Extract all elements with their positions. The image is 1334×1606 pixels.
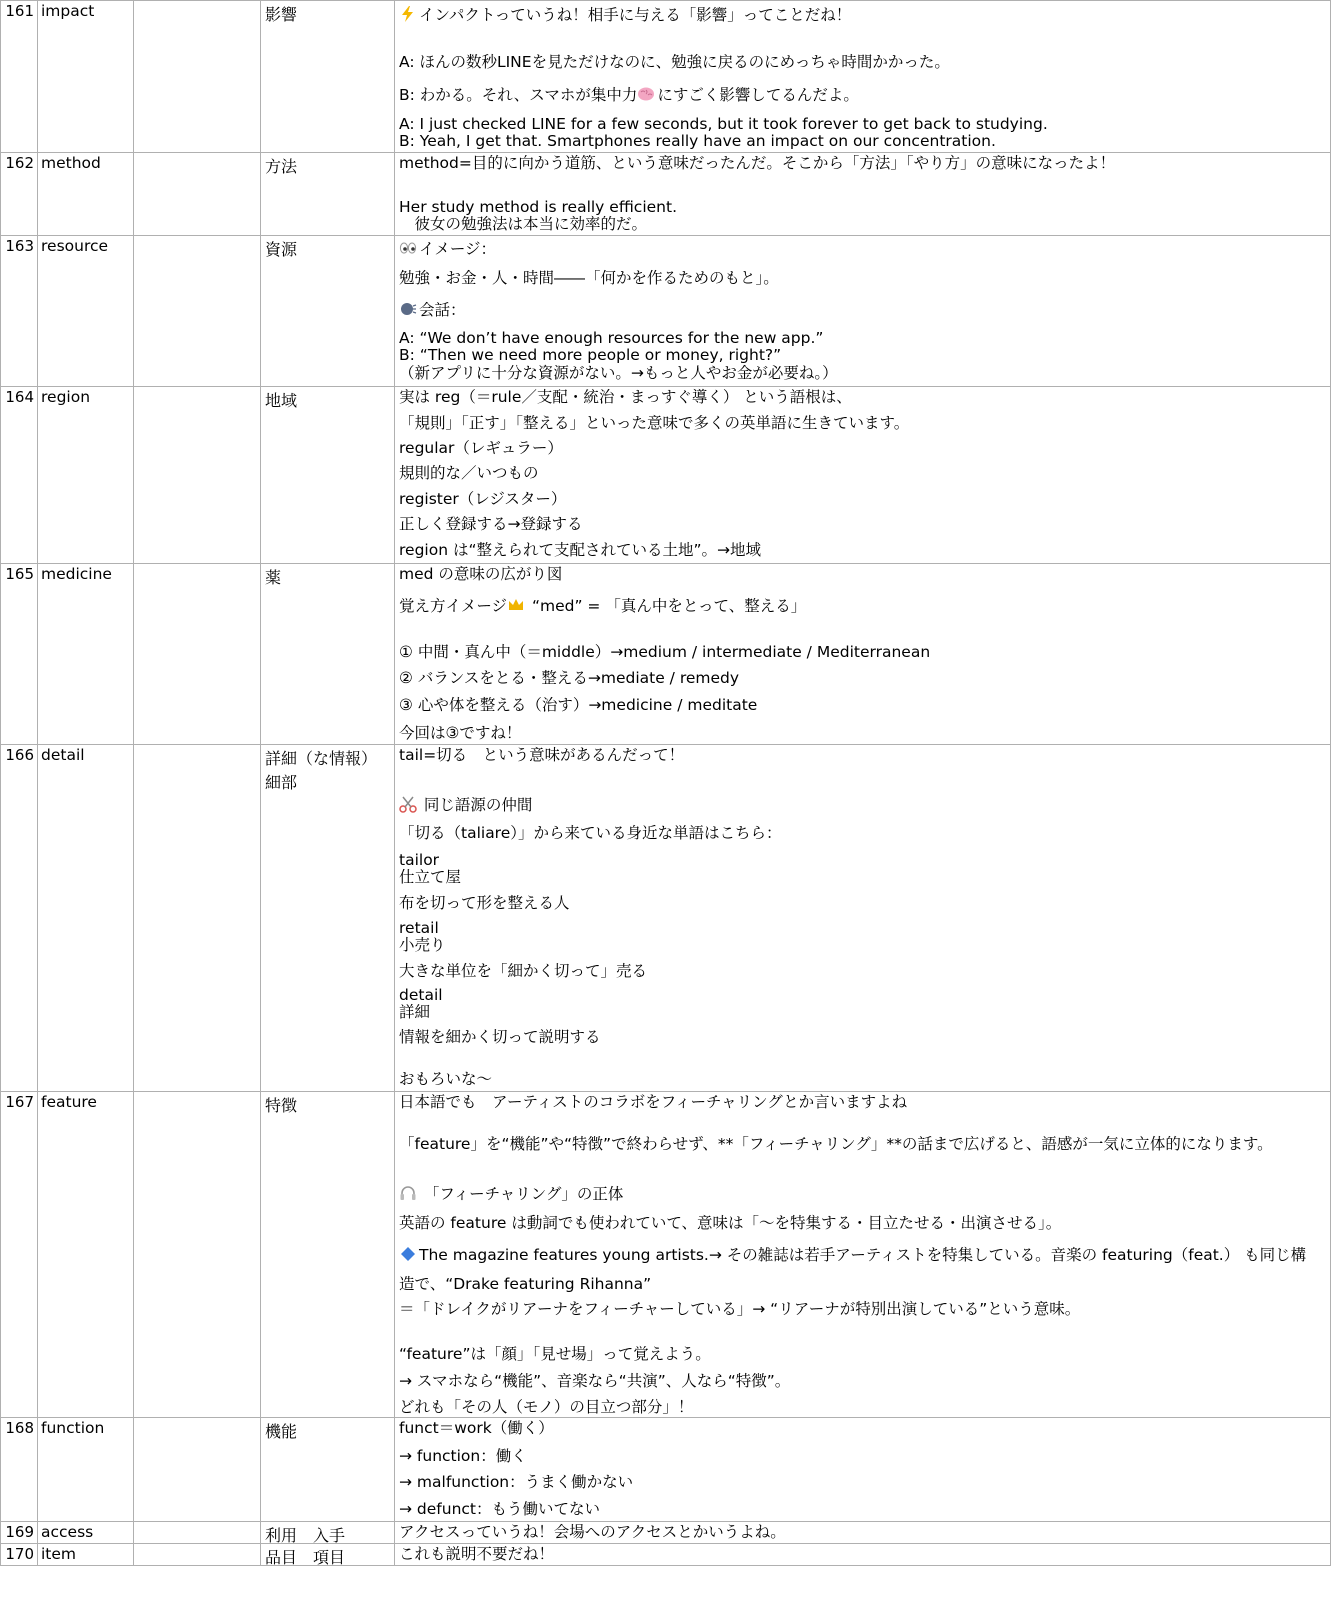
row-number: 162	[0, 153, 38, 235]
english-word: method	[38, 153, 134, 235]
notes-cell	[395, 1092, 1331, 1417]
japanese-meaning	[261, 745, 395, 1091]
empty-cell	[134, 1092, 261, 1417]
note-line: 規則的な／いつもの	[399, 464, 539, 482]
note-line: 情報を細かく切って説明する	[399, 1028, 601, 1046]
eyes-icon	[399, 239, 417, 257]
notes-cell	[395, 1, 1331, 152]
english-word: item	[38, 1544, 134, 1565]
table-row	[0, 564, 1331, 745]
table-row	[0, 387, 1331, 564]
notes-cell	[395, 564, 1331, 744]
notes-cell	[395, 153, 1331, 235]
english-word: impact	[38, 1, 134, 152]
table-row	[0, 745, 1331, 1092]
note-line: ③ 心や体を整える（治す）→medicine / meditate	[399, 696, 758, 714]
note-line: ② バランスをとる・整える→mediate / remedy	[399, 669, 740, 687]
note-line: tail=切る という意味があるんだって！	[399, 746, 685, 764]
english-word: access	[38, 1522, 134, 1543]
empty-cell	[134, 387, 261, 563]
table-row	[0, 1092, 1331, 1418]
meaning-line: 薬	[265, 568, 282, 587]
note-line: おもろいな〜	[399, 1070, 493, 1088]
empty-cell	[134, 1418, 261, 1521]
empty-cell	[134, 236, 261, 386]
note-line: tailor	[399, 851, 440, 869]
note-line: 小売り	[399, 936, 446, 954]
row-number: 164	[0, 387, 38, 563]
notes-cell	[395, 1544, 1331, 1565]
meaning-line: 機能	[265, 1422, 298, 1441]
meaning-line: 資源	[265, 240, 298, 259]
note-line: 「フィーチャリング」の正体	[399, 1184, 623, 1203]
japanese-meaning	[261, 1522, 395, 1543]
note-line: 同じ語源の仲間	[399, 795, 532, 814]
note-line: 日本語でも アーティストのコラボをフィーチャリングとか言いますよね	[399, 1093, 908, 1111]
english-word: function	[38, 1418, 134, 1521]
note-line: detail	[399, 986, 443, 1004]
english-word: feature	[38, 1092, 134, 1417]
note-line: B: “Then we need more people or money, right?”	[399, 346, 782, 364]
table-row	[0, 1522, 1331, 1544]
note-line: 覚え方イメージ “med” = 「真ん中をとって、整える」	[399, 597, 807, 615]
headphones-icon	[399, 1184, 417, 1202]
english-word: region	[38, 387, 134, 563]
note-line: → malfunction：うまく働かない	[399, 1473, 634, 1491]
note-line: ① 中間・真ん中（＝middle）→medium / intermediate / Mediterranean	[399, 643, 931, 661]
note-line: B: わかる。それ、スマホが集中力 にすごく影響してるんだよ。	[399, 86, 859, 104]
note-line: 彼女の勉強法は本当に効率的だ。	[399, 215, 648, 233]
crown-icon	[507, 596, 525, 614]
row-number: 166	[0, 745, 38, 1091]
english-word: resource	[38, 236, 134, 386]
empty-cell	[134, 1522, 261, 1543]
table-row	[0, 1544, 1331, 1566]
note-line: 造で、“Drake featuring Rihanna”	[399, 1275, 652, 1293]
note-line: The magazine features young artists.→ その雑誌は若手アーティストを特集している。音楽の featuring（feat.） も同じ構	[399, 1245, 1306, 1264]
note-line: 布を切って形を整える人	[399, 894, 570, 912]
row-number: 169	[0, 1522, 38, 1543]
note-line: 会話：	[399, 300, 466, 319]
japanese-meaning	[261, 1092, 395, 1417]
note-line: 実は reg（＝rule／支配・統治・まっすぐ導く） という語根は、	[399, 388, 852, 406]
japanese-meaning	[261, 564, 395, 744]
note-line: region は“整えられて支配されている土地”。→地域	[399, 541, 761, 559]
note-line: アクセスっていうね！会場へのアクセスとかいうよね。	[399, 1523, 786, 1541]
japanese-meaning	[261, 1418, 395, 1521]
row-number: 168	[0, 1418, 38, 1521]
english-word: detail	[38, 745, 134, 1091]
note-line: イメージ：	[399, 239, 496, 258]
table-row	[0, 1418, 1331, 1522]
meaning-line: 地域	[265, 391, 298, 410]
note-line: A: I just checked LINE for a few seconds, but it took forever to get back to studying.	[399, 115, 1048, 133]
japanese-meaning	[261, 1544, 395, 1565]
meaning-line: 細部	[265, 773, 298, 792]
row-number: 170	[0, 1544, 38, 1565]
empty-cell	[134, 564, 261, 744]
note-line: B: Yeah, I get that. Smartphones really have an impact on our concentration.	[399, 132, 996, 150]
note-line: 大きな単位を「細かく切って」売る	[399, 962, 648, 980]
empty-cell	[134, 1, 261, 152]
table-row	[0, 153, 1331, 236]
notes-cell	[395, 745, 1331, 1091]
meaning-line: 品目 項目	[265, 1548, 346, 1565]
note-line: “feature”は「顔」「見せ場」って覚えよう。	[399, 1345, 711, 1363]
note-line: → function：働く	[399, 1447, 527, 1465]
note-line: 英語の feature は動詞でも使われていて、意味は「〜を特集する・目立たせる・出演させる」。	[399, 1214, 1062, 1232]
row-number: 167	[0, 1092, 38, 1417]
speaking-head-icon	[399, 300, 417, 318]
english-word: medicine	[38, 564, 134, 744]
brain-icon	[637, 85, 655, 103]
note-line: 「規則」「正す」「整える」といった意味で多くの英単語に生きています。	[399, 414, 910, 432]
japanese-meaning	[261, 153, 395, 235]
note-line: method=目的に向かう道筋、という意味だったんだ。そこから「方法」「やり方」の意味になったよ！	[399, 154, 1116, 172]
meaning-line: 詳細（な情報）	[265, 749, 378, 768]
notes-cell	[395, 387, 1331, 563]
empty-cell	[134, 153, 261, 235]
meaning-line: 利用 入手	[265, 1526, 346, 1543]
notes-cell	[395, 236, 1331, 386]
note-line: regular（レギュラー）	[399, 439, 563, 457]
note-line: （新アプリに十分な資源がない。→もっと人やお金が必要ね。）	[399, 364, 838, 382]
note-line: 今回は③ですね！	[399, 724, 522, 742]
meaning-line: 方法	[265, 157, 298, 176]
note-line: 「切る（taliare）」から来ている身近な単語はこちら：	[399, 824, 782, 842]
table-row	[0, 236, 1331, 387]
note-line: → defunct：もう働いてない	[399, 1500, 600, 1518]
note-line: retail	[399, 919, 439, 937]
meaning-line: 影響	[265, 5, 298, 24]
japanese-meaning	[261, 1, 395, 152]
notes-cell	[395, 1418, 1331, 1521]
scissors-icon	[399, 795, 417, 813]
note-line: どれも「その人（モノ）の目立つ部分」！	[399, 1398, 694, 1416]
note-line: A: “We don’t have enough resources for the new app.”	[399, 329, 824, 347]
note-line: これも説明不要だね！	[399, 1545, 555, 1563]
note-line: med の意味の広がり図	[399, 565, 563, 583]
note-line: register（レジスター）	[399, 490, 567, 508]
row-number: 165	[0, 564, 38, 744]
row-number: 163	[0, 236, 38, 386]
table-row	[0, 0, 1331, 153]
row-number: 161	[0, 1, 38, 152]
japanese-meaning	[261, 236, 395, 386]
note-line: インパクトっていうね！相手に与える「影響」ってことだね！	[399, 5, 851, 24]
lightning-icon	[399, 5, 417, 23]
notes-cell	[395, 1522, 1331, 1543]
note-line: ＝「ドレイクがリアーナをフィーチャーしている」→ “リアーナが特別出演している”という意味。	[399, 1300, 1081, 1318]
empty-cell	[134, 1544, 261, 1565]
japanese-meaning	[261, 387, 395, 563]
note-line: 「feature」を“機能”や“特徴”で終わらせず、**「フィーチャリング」**の話まで広げると、語感が一気に立体的になります。	[399, 1135, 1273, 1153]
note-line: → スマホなら“機能”、音楽なら“共演”、人なら“特徴”。	[399, 1372, 791, 1390]
blue-diamond-icon	[399, 1245, 417, 1263]
note-line: 正しく登録する→登録する	[399, 515, 583, 533]
note-line: 仕立て屋	[399, 868, 462, 886]
meaning-line: 特徴	[265, 1096, 298, 1115]
note-line: Her study method is really efficient.	[399, 198, 677, 216]
note-line: 詳細	[399, 1003, 431, 1021]
note-line: A: ほんの数秒LINEを見ただけなのに、勉強に戻るのにめっちゃ時間かかった。	[399, 53, 950, 71]
empty-cell	[134, 745, 261, 1091]
note-line: funct＝work（働く）	[399, 1419, 554, 1437]
note-line: 勉強・お金・人・時間――「何かを作るためのもと」。	[399, 269, 779, 287]
